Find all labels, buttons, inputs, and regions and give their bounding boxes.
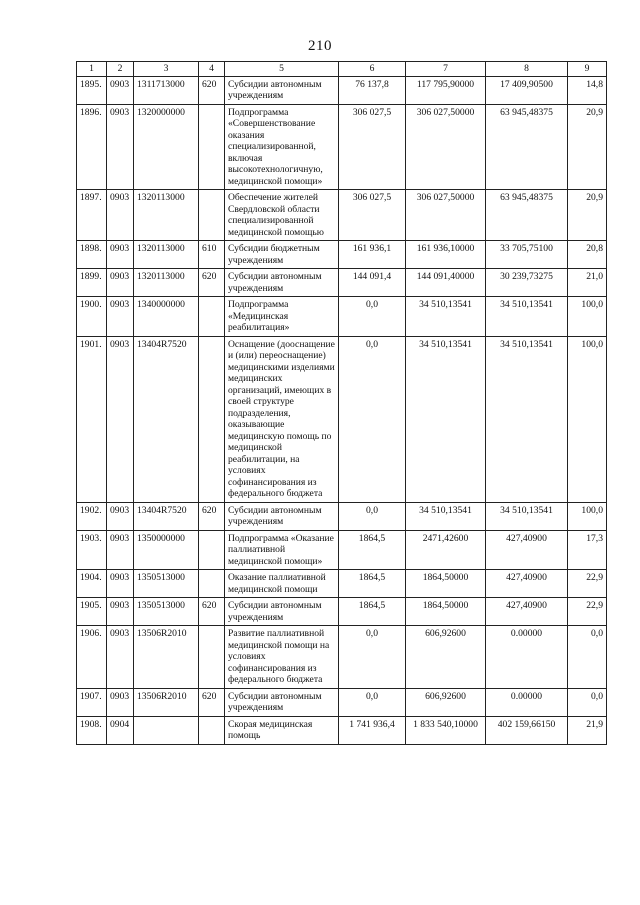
header-row [77,62,607,77]
budget-table [76,61,607,745]
table-row [77,570,607,598]
value-col8: 63 945,48375 [486,104,568,190]
section-code: 0903 [107,530,134,570]
section-code: 0903 [107,241,134,269]
target-code: 1320113000 [134,241,199,269]
expense-type: 620 [199,502,225,530]
value-col9: 100,0 [568,336,607,502]
value-col8: 34 510,13541 [486,336,568,502]
row-number: 1896. [77,104,107,190]
expense-type [199,626,225,689]
table-row [77,269,607,297]
item-name: Подпрограмма «Оказание паллиативной медицинской помощи» [225,530,339,570]
value-col7: 606,92600 [406,688,486,716]
section-code: 0903 [107,688,134,716]
item-name: Подпрограмма «Медицинская реабилитация» [225,297,339,337]
item-name: Скорая медицинская помощь [225,716,339,744]
value-col6: 0,0 [339,502,406,530]
value-col9: 14,8 [568,76,607,104]
row-number: 1895. [77,76,107,104]
value-col9: 20,9 [568,104,607,190]
value-col8: 427,40900 [486,570,568,598]
value-col6: 1864,5 [339,530,406,570]
value-col6: 76 137,8 [339,76,406,104]
value-col7: 144 091,40000 [406,269,486,297]
expense-type [199,104,225,190]
target-code: 13506R2010 [134,626,199,689]
column-header: 2 [107,62,134,77]
item-name: Оказание паллиативной медицинской помощи [225,570,339,598]
value-col9: 22,9 [568,570,607,598]
target-code [134,716,199,744]
section-code: 0903 [107,626,134,689]
value-col6: 306 027,5 [339,190,406,241]
value-col9: 22,9 [568,598,607,626]
row-number: 1906. [77,626,107,689]
table-row [77,688,607,716]
item-name: Оснащение (дооснащение и (или) переоснащение) медицинскими изделиями медицинских организаций, имеющих в своей структуре подразделения, оказывающие медицинскую помощь по медицинской реабилитации, на условиях софинансирования из федерального бюджета [225,336,339,502]
value-col7: 306 027,50000 [406,190,486,241]
item-name: Субсидии автономным учреждениям [225,598,339,626]
value-col6: 144 091,4 [339,269,406,297]
row-number: 1908. [77,716,107,744]
target-code: 13506R2010 [134,688,199,716]
row-number: 1907. [77,688,107,716]
table-row [77,76,607,104]
row-number: 1898. [77,241,107,269]
expense-type: 620 [199,598,225,626]
value-col7: 306 027,50000 [406,104,486,190]
table-row [77,336,607,502]
row-number: 1899. [77,269,107,297]
column-header: 4 [199,62,225,77]
value-col6: 0,0 [339,688,406,716]
table-row [77,104,607,190]
value-col7: 606,92600 [406,626,486,689]
value-col7: 1864,50000 [406,570,486,598]
value-col6: 161 936,1 [339,241,406,269]
value-col7: 161 936,10000 [406,241,486,269]
item-name: Субсидии автономным учреждениям [225,502,339,530]
section-code: 0904 [107,716,134,744]
expense-type [199,190,225,241]
item-name: Подпрограмма «Совершенствование оказания специализированной, включая высокотехнологичную, медицинской помощи» [225,104,339,190]
expense-type [199,297,225,337]
item-name: Субсидии автономным учреждениям [225,76,339,104]
row-number: 1902. [77,502,107,530]
value-col7: 34 510,13541 [406,502,486,530]
value-col8: 30 239,73275 [486,269,568,297]
item-name: Субсидии бюджетным учреждениям [225,241,339,269]
section-code: 0903 [107,502,134,530]
column-header: 6 [339,62,406,77]
section-code: 0903 [107,570,134,598]
value-col6: 1864,5 [339,570,406,598]
column-header: 7 [406,62,486,77]
row-number: 1901. [77,336,107,502]
expense-type [199,570,225,598]
section-code: 0903 [107,336,134,502]
table-row [77,598,607,626]
table-row [77,716,607,744]
expense-type [199,336,225,502]
target-code: 1320113000 [134,269,199,297]
value-col6: 306 027,5 [339,104,406,190]
value-col9: 20,9 [568,190,607,241]
value-col8: 34 510,13541 [486,502,568,530]
target-code: 1320113000 [134,190,199,241]
section-code: 0903 [107,104,134,190]
column-header: 1 [77,62,107,77]
row-number: 1897. [77,190,107,241]
value-col9: 0,0 [568,688,607,716]
value-col6: 0,0 [339,626,406,689]
value-col7: 34 510,13541 [406,297,486,337]
value-col8: 402 159,66150 [486,716,568,744]
table-row [77,530,607,570]
target-code: 13404R7520 [134,336,199,502]
column-header: 5 [225,62,339,77]
value-col9: 21,0 [568,269,607,297]
expense-type [199,530,225,570]
target-code: 1350513000 [134,598,199,626]
value-col6: 0,0 [339,336,406,502]
table-row [77,190,607,241]
value-col8: 0.00000 [486,626,568,689]
table-row [77,626,607,689]
row-number: 1905. [77,598,107,626]
target-code: 1350000000 [134,530,199,570]
value-col6: 1864,5 [339,598,406,626]
expense-type: 620 [199,688,225,716]
row-number: 1903. [77,530,107,570]
value-col8: 33 705,75100 [486,241,568,269]
value-col8: 17 409,90500 [486,76,568,104]
value-col8: 34 510,13541 [486,297,568,337]
value-col7: 2471,42600 [406,530,486,570]
value-col7: 34 510,13541 [406,336,486,502]
page-number: 210 [308,38,332,54]
expense-type [199,716,225,744]
item-name: Обеспечение жителей Свердловской области специализированной медицинской помощью [225,190,339,241]
table-row [77,297,607,337]
value-col9: 0,0 [568,626,607,689]
value-col6: 0,0 [339,297,406,337]
section-code: 0903 [107,190,134,241]
section-code: 0903 [107,76,134,104]
expense-type: 610 [199,241,225,269]
target-code: 1320000000 [134,104,199,190]
value-col8: 0.00000 [486,688,568,716]
value-col8: 427,40900 [486,530,568,570]
value-col8: 427,40900 [486,598,568,626]
table-row [77,241,607,269]
target-code: 13404R7520 [134,502,199,530]
column-header: 8 [486,62,568,77]
target-code: 1340000000 [134,297,199,337]
row-number: 1904. [77,570,107,598]
target-code: 1350513000 [134,570,199,598]
value-col9: 21,9 [568,716,607,744]
table-body [77,76,607,744]
item-name: Развитие паллиативной медицинской помощи на условиях софинансирования из федерального бюджета [225,626,339,689]
section-code: 0903 [107,269,134,297]
section-code: 0903 [107,598,134,626]
value-col8: 63 945,48375 [486,190,568,241]
item-name: Субсидии автономным учреждениям [225,269,339,297]
value-col7: 117 795,90000 [406,76,486,104]
row-number: 1900. [77,297,107,337]
column-header: 3 [134,62,199,77]
expense-type: 620 [199,269,225,297]
value-col9: 100,0 [568,502,607,530]
value-col9: 20,8 [568,241,607,269]
column-header: 9 [568,62,607,77]
table-row [77,502,607,530]
target-code: 1311713000 [134,76,199,104]
item-name: Субсидии автономным учреждениям [225,688,339,716]
value-col9: 17,3 [568,530,607,570]
expense-type: 620 [199,76,225,104]
value-col7: 1 833 540,10000 [406,716,486,744]
value-col7: 1864,50000 [406,598,486,626]
value-col6: 1 741 936,4 [339,716,406,744]
value-col9: 100,0 [568,297,607,337]
section-code: 0903 [107,297,134,337]
